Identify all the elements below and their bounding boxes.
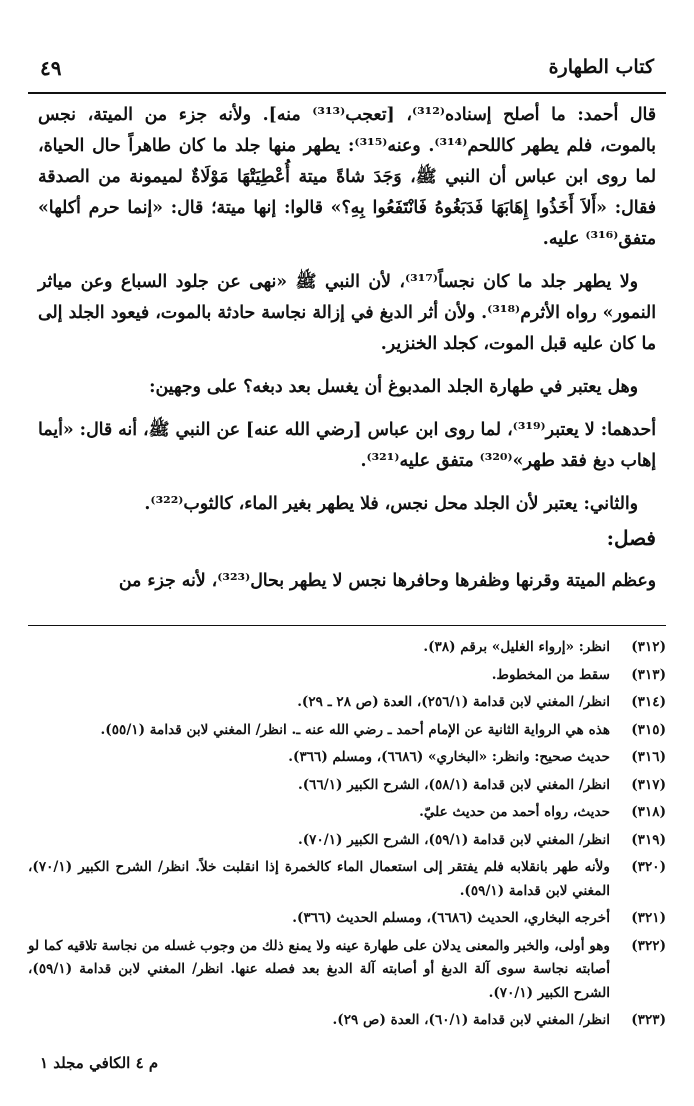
footnote-number: (٣٢٢)	[631, 937, 666, 954]
footnote	[28, 829, 666, 853]
footnotes	[28, 636, 666, 1037]
footnote-rule	[28, 625, 666, 626]
footnote-text: انظر/ المغني لابن قدامة (٢٥٦/١)، العدة (ص ٢٨ ـ ٢٩).	[297, 694, 610, 710]
paragraph-text: لا يعتبر⁽³¹⁹⁾، لما روى ابن عباس [رضي الله عنه] عن النبي ﷺ، أنه قال: «أيما إهاب دبغ فقد طهر»⁽³²⁰⁾ متفق عليه⁽³²¹⁾.	[38, 420, 656, 471]
footnote-number: (٣٢٠)	[631, 859, 666, 875]
paragraph-lead: قال أحمد:	[577, 105, 656, 125]
footnote-number: (٣١٦)	[631, 749, 666, 765]
main-text	[38, 100, 656, 532]
footnote-text: أخرجه البخاري، الحديث (٦٦٨٦)، ومسلم الحديث (٣٦٦).	[292, 910, 610, 926]
footnote-text: انظر/ المغني لابن قدامة (٦٠/١)، العدة (ص ٢٩).	[332, 1012, 610, 1028]
paragraph	[38, 415, 656, 477]
footnote-number: (٣١٥)	[631, 721, 666, 738]
footnote	[28, 746, 666, 770]
paragraph-text: يعتبر لأن الجلد محل نجس، فلا يطهر بغير الماء، كالثوب⁽³²²⁾.	[144, 494, 584, 514]
footnote	[28, 907, 666, 931]
footnote	[28, 801, 666, 825]
header-rule	[28, 92, 666, 94]
paragraph	[38, 267, 656, 360]
footnote-text: انظر: «إرواء الغليل» برقم (٣٨).	[423, 639, 610, 655]
paragraph-text: ولا يطهر جلد ما كان نجساً⁽³¹⁷⁾، لأن النبي ﷺ «نهى عن جلود السباع وعن مياثر النمور» رواه الأثرم⁽³¹⁸⁾. ولأن أثر الدبغ في إزالة نجاسة حادثة بالموت، فيعود الجلد إلى ما كان عليه قبل الموت، كجلد الخنزير.	[38, 272, 656, 354]
paragraph-text: ما أصلح إسناده⁽³¹²⁾، [تعجب⁽³¹³⁾ منه]. ولأنه جزء من الميتة، نجس بالموت، فلم يطهر كاللحم⁽³¹⁴⁾. وعنه⁽³¹⁵⁾: يطهر منها جلد ما كان طاهراً حال الحياة، لما روى ابن عباس أن النبي ﷺ، وَجَدَ شاةً ميتة أُعْطِيَتْهَا مَوْلَاةٌ لميمونة من الصدقة فقال: «أَلاَ أَخَذُوا إِهَابَهَا فَدَبَغُوهُ فَانْتَفَعُوا بِهِ؟» قالوا: إنها ميتة؛ قال: «إنما حرم أكلها» متفق⁽³¹⁶⁾ عليه.	[38, 105, 656, 249]
paragraph-lead: أحدهما:	[600, 420, 656, 440]
paragraph-text: وهل يعتبر في طهارة الجلد المدبوغ أن يغسل بعد دبغه؟ على وجهين:	[149, 377, 638, 397]
footnote	[28, 935, 666, 1006]
section-text: وعظم الميتة وقرنها وظفرها وحافرها نجس لا يطهر بحال⁽³²³⁾، لأنه جزء من	[118, 571, 656, 591]
footnote-number: (٣١٣)	[631, 666, 666, 683]
footnote-text: هذه هي الرواية الثانية عن الإمام أحمد ـ رضي الله عنه ـ. انظر/ المغني لابن قدامة (٥٥/١).	[100, 721, 610, 738]
footnote-number: (٣١٩)	[631, 831, 666, 848]
running-title: كتاب الطهارة	[548, 56, 654, 78]
section-heading: فصل:	[606, 526, 656, 550]
signature-mark: م ٤ الكافي مجلد ١	[40, 1054, 159, 1072]
footnote	[28, 719, 666, 743]
footnote-number: (٣٢٣)	[631, 1012, 666, 1028]
footnote-text: وهو أولى، والخبر والمعنى يدلان على طهارة عينه ولا يمنع ذلك من وجوب غسله من نجاسة تلاقيه كما لو أصابته نجاسة سوى آلة الدبغ أو أصابته آلة الدبغ بعد فصله عنها. انظر/ المغني لابن قدامة (٥٩/١)، الشرح الكبير (٧٠/١).	[28, 937, 610, 1001]
footnote	[28, 636, 666, 660]
footnote-text: انظر/ المغني لابن قدامة (٥٩/١)، الشرح الكبير (٧٠/١).	[298, 831, 610, 848]
footnote-text: حديث، رواه أحمد من حديث عليّ.	[419, 804, 610, 820]
footnote	[28, 664, 666, 688]
footnote-number: (٣٢١)	[631, 910, 666, 926]
paragraph	[38, 100, 656, 255]
footnote	[28, 1009, 666, 1033]
paragraph	[38, 489, 656, 520]
footnote	[28, 774, 666, 798]
footnote-text: انظر/ المغني لابن قدامة (٥٨/١)، الشرح الكبير (٦٦/١).	[298, 776, 610, 793]
footnote-number: (٣١٨)	[631, 804, 666, 820]
footnote	[28, 856, 666, 903]
footnote	[28, 691, 666, 715]
footnote-text: حديث صحيح: وانظر: «البخاري» (٦٦٨٦)، ومسلم (٣٦٦).	[288, 749, 610, 765]
footnote-text: ولأنه طهر بانقلابه فلم يفتقر إلى استعمال الماء كالخمرة إذا انقلبت خلاً. انظر/ الشرح الكبير (٧٠/١)، المغني لابن قدامة (٥٩/١).	[28, 859, 610, 899]
footnote-text: سقط من المخطوط.	[491, 666, 610, 683]
paragraph-lead: والثاني:	[583, 494, 638, 514]
footnote-number: (٣١٢)	[631, 639, 666, 655]
page-number: ٤٩	[40, 56, 62, 80]
paragraph	[38, 372, 656, 403]
footnote-number: (٣١٧)	[631, 776, 666, 793]
footnote-number: (٣١٤)	[631, 694, 666, 710]
